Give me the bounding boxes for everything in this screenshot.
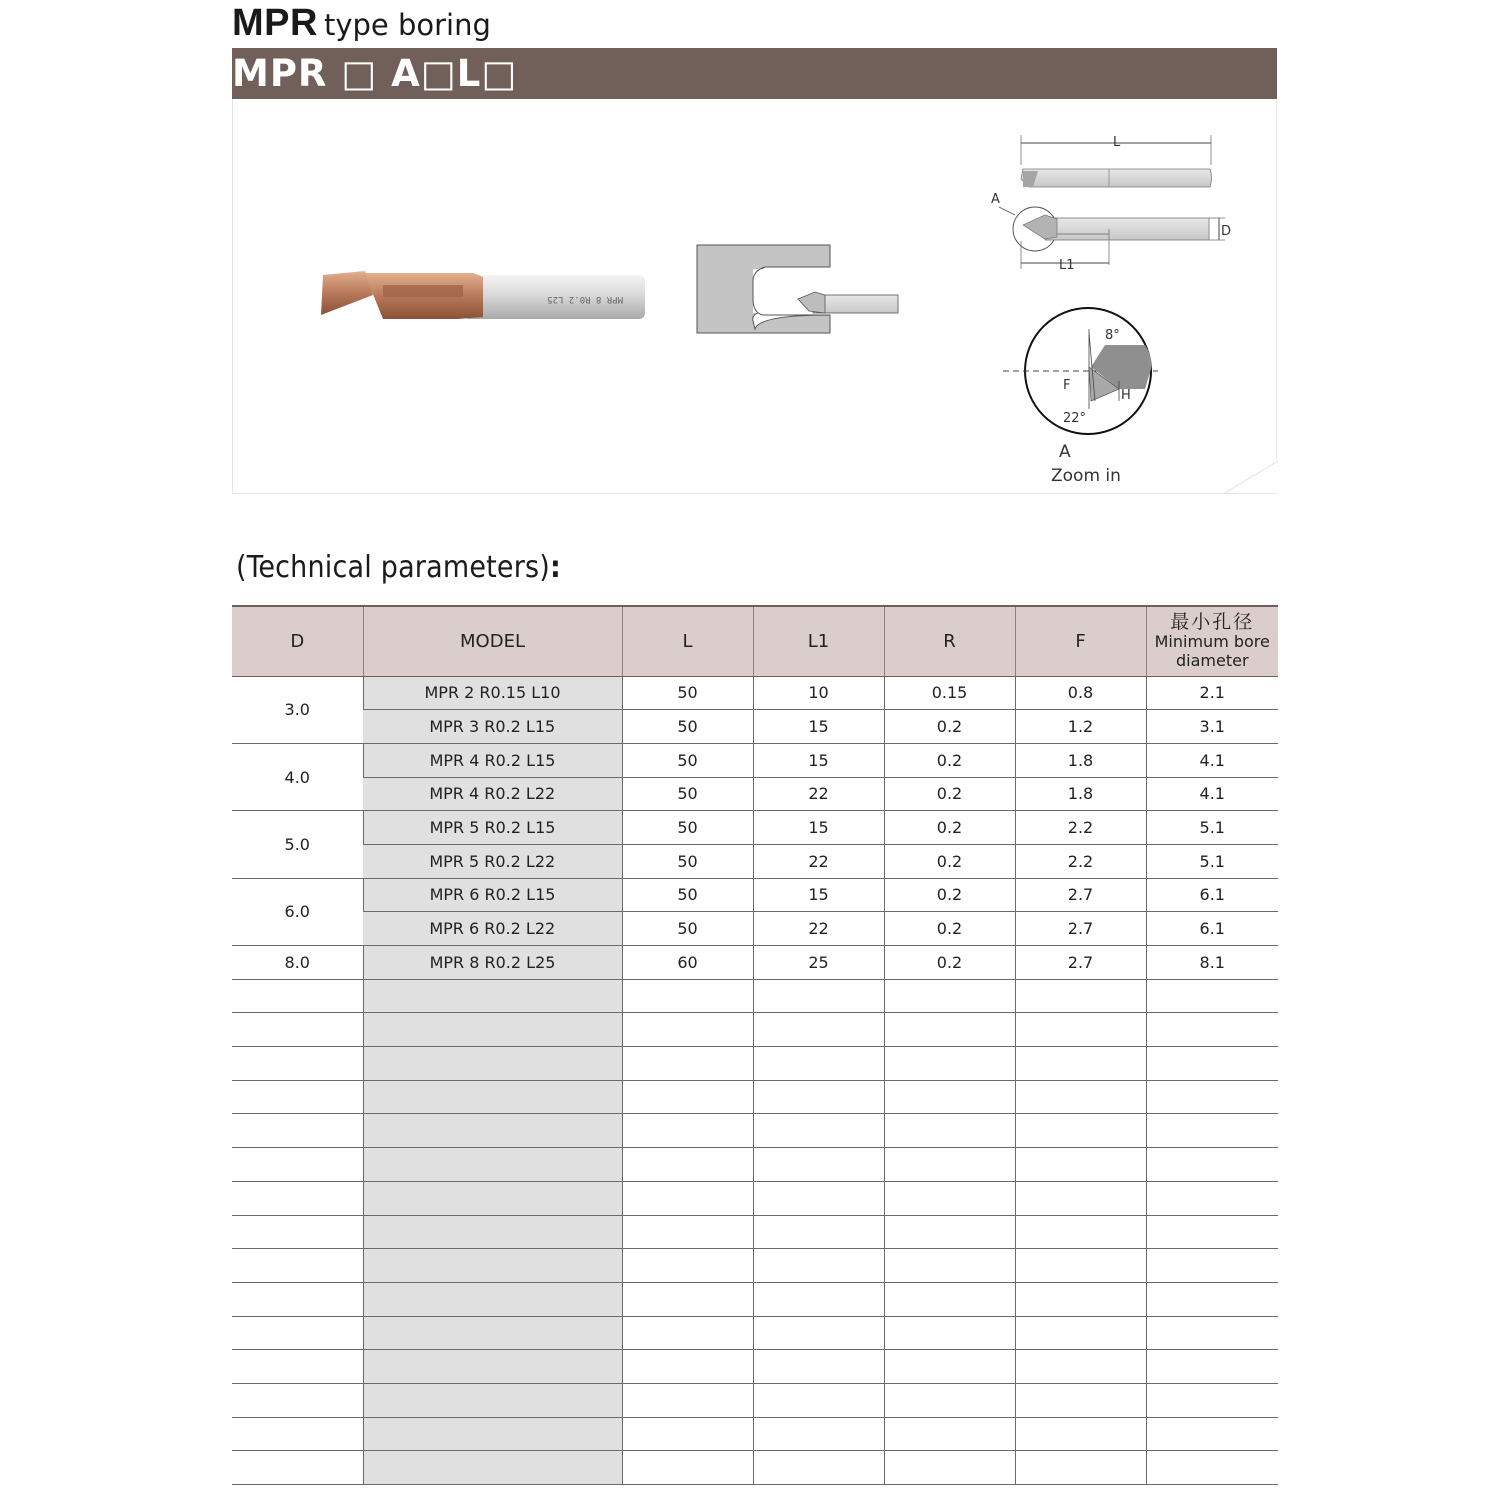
label-F: F bbox=[1063, 378, 1071, 393]
cell-L1: 15 bbox=[753, 878, 884, 912]
col-header-min-bore bbox=[1146, 606, 1278, 676]
empty-cell bbox=[884, 1417, 1015, 1451]
empty-cell bbox=[232, 1451, 363, 1485]
cell-R: 0.2 bbox=[884, 743, 1015, 777]
table-row bbox=[232, 811, 1278, 845]
empty-cell bbox=[232, 1383, 363, 1417]
empty-cell bbox=[1146, 1316, 1278, 1350]
cell-L1: 15 bbox=[753, 743, 884, 777]
empty-cell bbox=[1146, 1350, 1278, 1384]
empty-cell bbox=[1015, 1047, 1146, 1081]
empty-cell bbox=[1015, 1181, 1146, 1215]
empty-row bbox=[232, 1215, 1278, 1249]
empty-cell bbox=[1146, 1249, 1278, 1283]
empty-cell bbox=[363, 1148, 622, 1182]
empty-cell bbox=[232, 1047, 363, 1081]
empty-cell bbox=[884, 1080, 1015, 1114]
empty-cell bbox=[884, 1047, 1015, 1081]
cell-L: 50 bbox=[622, 777, 753, 811]
side-view-body bbox=[1045, 218, 1209, 240]
empty-row bbox=[232, 1383, 1278, 1417]
empty-cell bbox=[363, 979, 622, 1013]
col-header-F: F bbox=[1015, 606, 1146, 676]
empty-cell bbox=[1015, 1114, 1146, 1148]
empty-row bbox=[232, 1249, 1278, 1283]
empty-row bbox=[232, 1013, 1278, 1047]
zoom-letter: A bbox=[1059, 442, 1071, 462]
title-rest: type boring bbox=[323, 8, 491, 42]
empty-cell bbox=[1015, 1249, 1146, 1283]
empty-cell bbox=[622, 1417, 753, 1451]
cell-D: 6.0 bbox=[232, 878, 363, 945]
cell-min-bore: 4.1 bbox=[1146, 777, 1278, 811]
empty-cell bbox=[1015, 979, 1146, 1013]
label-angle-top: 8° bbox=[1105, 328, 1120, 343]
cell-L: 50 bbox=[622, 844, 753, 878]
empty-cell bbox=[1146, 1417, 1278, 1451]
empty-cell bbox=[232, 1417, 363, 1451]
empty-cell bbox=[1015, 1350, 1146, 1384]
table-row bbox=[232, 946, 1278, 980]
cell-F: 2.2 bbox=[1015, 844, 1146, 878]
tool-photo bbox=[321, 271, 645, 319]
cell-D: 4.0 bbox=[232, 743, 363, 810]
empty-cell bbox=[1015, 1148, 1146, 1182]
cell-R: 0.2 bbox=[884, 946, 1015, 980]
cell-R: 0.2 bbox=[884, 912, 1015, 946]
cell-F: 1.2 bbox=[1015, 710, 1146, 744]
empty-cell bbox=[753, 1215, 884, 1249]
empty-cell bbox=[1146, 1080, 1278, 1114]
cell-model: MPR 5 R0.2 L15 bbox=[363, 811, 622, 845]
cell-L1: 25 bbox=[753, 946, 884, 980]
empty-cell bbox=[1146, 1114, 1278, 1148]
col-header-L: L bbox=[622, 606, 753, 676]
empty-cell bbox=[622, 1249, 753, 1283]
empty-cell bbox=[622, 1047, 753, 1081]
table-header-row bbox=[232, 606, 1278, 676]
cell-min-bore: 2.1 bbox=[1146, 676, 1278, 710]
empty-cell bbox=[622, 1215, 753, 1249]
cell-F: 1.8 bbox=[1015, 777, 1146, 811]
empty-cell bbox=[1146, 1047, 1278, 1081]
workpiece-diagram bbox=[697, 245, 898, 333]
empty-cell bbox=[884, 1181, 1015, 1215]
cell-L1: 10 bbox=[753, 676, 884, 710]
empty-cell bbox=[884, 1282, 1015, 1316]
empty-cell bbox=[753, 1181, 884, 1215]
empty-row bbox=[232, 1047, 1278, 1081]
empty-cell bbox=[753, 1451, 884, 1485]
empty-cell bbox=[753, 1383, 884, 1417]
table-row bbox=[232, 676, 1278, 710]
empty-cell bbox=[1146, 1383, 1278, 1417]
empty-cell bbox=[1015, 1282, 1146, 1316]
empty-cell bbox=[232, 1148, 363, 1182]
cell-min-bore: 5.1 bbox=[1146, 811, 1278, 845]
label-A-top: A bbox=[991, 192, 1000, 207]
empty-cell bbox=[363, 1316, 622, 1350]
cell-L1: 15 bbox=[753, 811, 884, 845]
empty-cell bbox=[884, 1215, 1015, 1249]
label-D: D bbox=[1221, 224, 1232, 239]
parameters-table bbox=[232, 605, 1278, 1485]
empty-cell bbox=[622, 1350, 753, 1384]
col-header-D: D bbox=[232, 606, 363, 676]
cell-model: MPR 5 R0.2 L22 bbox=[363, 844, 622, 878]
zoom-caption: Zoom in bbox=[1051, 466, 1121, 486]
cell-R: 0.15 bbox=[884, 676, 1015, 710]
table-row bbox=[232, 878, 1278, 912]
col-header-model: MODEL bbox=[363, 606, 622, 676]
cell-L1: 22 bbox=[753, 777, 884, 811]
min-bore-cn: 最小孔径 bbox=[1170, 610, 1255, 633]
empty-cell bbox=[753, 1114, 884, 1148]
empty-cell bbox=[622, 1451, 753, 1485]
dimension-drawing bbox=[991, 135, 1231, 273]
empty-cell bbox=[1015, 1215, 1146, 1249]
empty-cell bbox=[1015, 1451, 1146, 1485]
panel-fold bbox=[1223, 461, 1278, 494]
cell-R: 0.2 bbox=[884, 844, 1015, 878]
empty-row bbox=[232, 1114, 1278, 1148]
empty-row bbox=[232, 1282, 1278, 1316]
empty-cell bbox=[884, 1316, 1015, 1350]
empty-row bbox=[232, 1350, 1278, 1384]
empty-cell bbox=[753, 1013, 884, 1047]
label-angle-bottom: 22° bbox=[1063, 411, 1087, 426]
empty-cell bbox=[232, 1282, 363, 1316]
cell-F: 1.8 bbox=[1015, 743, 1146, 777]
zoom-detail bbox=[1003, 308, 1158, 486]
empty-row bbox=[232, 1316, 1278, 1350]
empty-cell bbox=[622, 979, 753, 1013]
empty-row bbox=[232, 1148, 1278, 1182]
cell-R: 0.2 bbox=[884, 777, 1015, 811]
empty-cell bbox=[753, 1080, 884, 1114]
cell-min-bore: 8.1 bbox=[1146, 946, 1278, 980]
empty-cell bbox=[753, 1047, 884, 1081]
cell-min-bore: 3.1 bbox=[1146, 710, 1278, 744]
cell-model: MPR 6 R0.2 L15 bbox=[363, 878, 622, 912]
cell-D: 8.0 bbox=[232, 946, 363, 980]
empty-cell bbox=[232, 979, 363, 1013]
empty-row bbox=[232, 1417, 1278, 1451]
cell-L: 60 bbox=[622, 946, 753, 980]
empty-cell bbox=[1146, 1215, 1278, 1249]
cell-L1: 15 bbox=[753, 710, 884, 744]
empty-cell bbox=[363, 1215, 622, 1249]
empty-cell bbox=[232, 1350, 363, 1384]
empty-cell bbox=[622, 1282, 753, 1316]
label-L1: L1 bbox=[1059, 258, 1075, 273]
col-header-L1: L1 bbox=[753, 606, 884, 676]
table-row bbox=[232, 710, 1278, 744]
empty-cell bbox=[884, 1451, 1015, 1485]
heading-colon: : bbox=[550, 550, 562, 585]
empty-cell bbox=[1015, 1383, 1146, 1417]
empty-cell bbox=[363, 1350, 622, 1384]
empty-cell bbox=[1146, 1148, 1278, 1182]
empty-row bbox=[232, 1080, 1278, 1114]
min-bore-en: Minimum bore diameter bbox=[1154, 631, 1270, 670]
cell-model: MPR 8 R0.2 L25 bbox=[363, 946, 622, 980]
cell-F: 2.7 bbox=[1015, 946, 1146, 980]
empty-cell bbox=[1146, 1181, 1278, 1215]
empty-cell bbox=[622, 1383, 753, 1417]
cell-model: MPR 4 R0.2 L15 bbox=[363, 743, 622, 777]
empty-cell bbox=[363, 1080, 622, 1114]
cell-D: 3.0 bbox=[232, 676, 363, 743]
empty-cell bbox=[363, 1417, 622, 1451]
empty-cell bbox=[1146, 979, 1278, 1013]
cell-model: MPR 2 R0.15 L10 bbox=[363, 676, 622, 710]
model-code-band bbox=[232, 48, 1277, 99]
cell-F: 2.7 bbox=[1015, 878, 1146, 912]
cell-L: 50 bbox=[622, 811, 753, 845]
empty-row bbox=[232, 1451, 1278, 1485]
empty-cell bbox=[753, 1350, 884, 1384]
label-H: H bbox=[1121, 388, 1131, 403]
table-body bbox=[232, 676, 1278, 1485]
cell-L: 50 bbox=[622, 676, 753, 710]
empty-cell bbox=[884, 1114, 1015, 1148]
cell-D: 5.0 bbox=[232, 811, 363, 878]
cell-L1: 22 bbox=[753, 912, 884, 946]
empty-cell bbox=[622, 1013, 753, 1047]
tool-copper-tip bbox=[321, 271, 373, 315]
empty-cell bbox=[232, 1215, 363, 1249]
tool-flute bbox=[383, 285, 463, 297]
cell-model: MPR 4 R0.2 L22 bbox=[363, 777, 622, 811]
empty-cell bbox=[753, 1316, 884, 1350]
top-view-body bbox=[1021, 169, 1212, 187]
empty-cell bbox=[622, 1080, 753, 1114]
cell-model: MPR 3 R0.2 L15 bbox=[363, 710, 622, 744]
title-bold: MPR bbox=[232, 2, 318, 44]
cell-L: 50 bbox=[622, 743, 753, 777]
empty-cell bbox=[884, 1249, 1015, 1283]
empty-row bbox=[232, 979, 1278, 1013]
cell-R: 0.2 bbox=[884, 710, 1015, 744]
cell-L1: 22 bbox=[753, 844, 884, 878]
cell-min-bore: 4.1 bbox=[1146, 743, 1278, 777]
empty-cell bbox=[1015, 1417, 1146, 1451]
empty-cell bbox=[232, 1316, 363, 1350]
empty-row bbox=[232, 1181, 1278, 1215]
cell-F: 2.2 bbox=[1015, 811, 1146, 845]
empty-cell bbox=[622, 1316, 753, 1350]
cell-F: 2.7 bbox=[1015, 912, 1146, 946]
empty-cell bbox=[363, 1249, 622, 1283]
empty-cell bbox=[1146, 1013, 1278, 1047]
cell-F: 0.8 bbox=[1015, 676, 1146, 710]
figure-panel bbox=[232, 99, 1277, 494]
empty-cell bbox=[363, 1114, 622, 1148]
empty-cell bbox=[884, 979, 1015, 1013]
empty-cell bbox=[884, 1013, 1015, 1047]
section-heading-text: (Technical parameters) bbox=[236, 550, 551, 585]
empty-cell bbox=[1015, 1080, 1146, 1114]
side-view-tip bbox=[1023, 215, 1057, 239]
empty-cell bbox=[622, 1181, 753, 1215]
empty-cell bbox=[363, 1451, 622, 1485]
empty-cell bbox=[363, 1013, 622, 1047]
empty-cell bbox=[363, 1047, 622, 1081]
table-row bbox=[232, 844, 1278, 878]
empty-cell bbox=[753, 1282, 884, 1316]
bore-bar bbox=[813, 295, 898, 313]
table-row bbox=[232, 743, 1278, 777]
empty-cell bbox=[884, 1383, 1015, 1417]
empty-cell bbox=[363, 1383, 622, 1417]
empty-cell bbox=[753, 1249, 884, 1283]
empty-cell bbox=[1015, 1013, 1146, 1047]
empty-cell bbox=[753, 979, 884, 1013]
cell-R: 0.2 bbox=[884, 878, 1015, 912]
tool-illustrations bbox=[233, 99, 1278, 494]
model-code: MPR □ A□L□ bbox=[232, 52, 518, 95]
empty-cell bbox=[232, 1080, 363, 1114]
table-row bbox=[232, 912, 1278, 946]
cell-L: 50 bbox=[622, 710, 753, 744]
empty-cell bbox=[363, 1282, 622, 1316]
empty-cell bbox=[1146, 1451, 1278, 1485]
empty-cell bbox=[753, 1148, 884, 1182]
col-header-R: R bbox=[884, 606, 1015, 676]
cell-model: MPR 6 R0.2 L22 bbox=[363, 912, 622, 946]
cell-min-bore: 6.1 bbox=[1146, 912, 1278, 946]
section-heading bbox=[236, 550, 561, 585]
empty-cell bbox=[363, 1181, 622, 1215]
empty-cell bbox=[232, 1114, 363, 1148]
cell-L: 50 bbox=[622, 912, 753, 946]
empty-cell bbox=[232, 1181, 363, 1215]
empty-cell bbox=[1015, 1316, 1146, 1350]
cell-min-bore: 5.1 bbox=[1146, 844, 1278, 878]
empty-cell bbox=[622, 1114, 753, 1148]
empty-cell bbox=[232, 1249, 363, 1283]
cell-L: 50 bbox=[622, 878, 753, 912]
label-L: L bbox=[1113, 135, 1121, 150]
cell-R: 0.2 bbox=[884, 811, 1015, 845]
leader-A bbox=[999, 207, 1015, 215]
cell-min-bore: 6.1 bbox=[1146, 878, 1278, 912]
table-row bbox=[232, 777, 1278, 811]
empty-cell bbox=[753, 1417, 884, 1451]
tool-engraving: MPR 8 R0.2 L25 bbox=[547, 294, 623, 304]
empty-cell bbox=[884, 1148, 1015, 1182]
empty-cell bbox=[884, 1350, 1015, 1384]
empty-cell bbox=[232, 1013, 363, 1047]
empty-cell bbox=[1146, 1282, 1278, 1316]
empty-cell bbox=[622, 1148, 753, 1182]
page-title bbox=[232, 2, 491, 46]
